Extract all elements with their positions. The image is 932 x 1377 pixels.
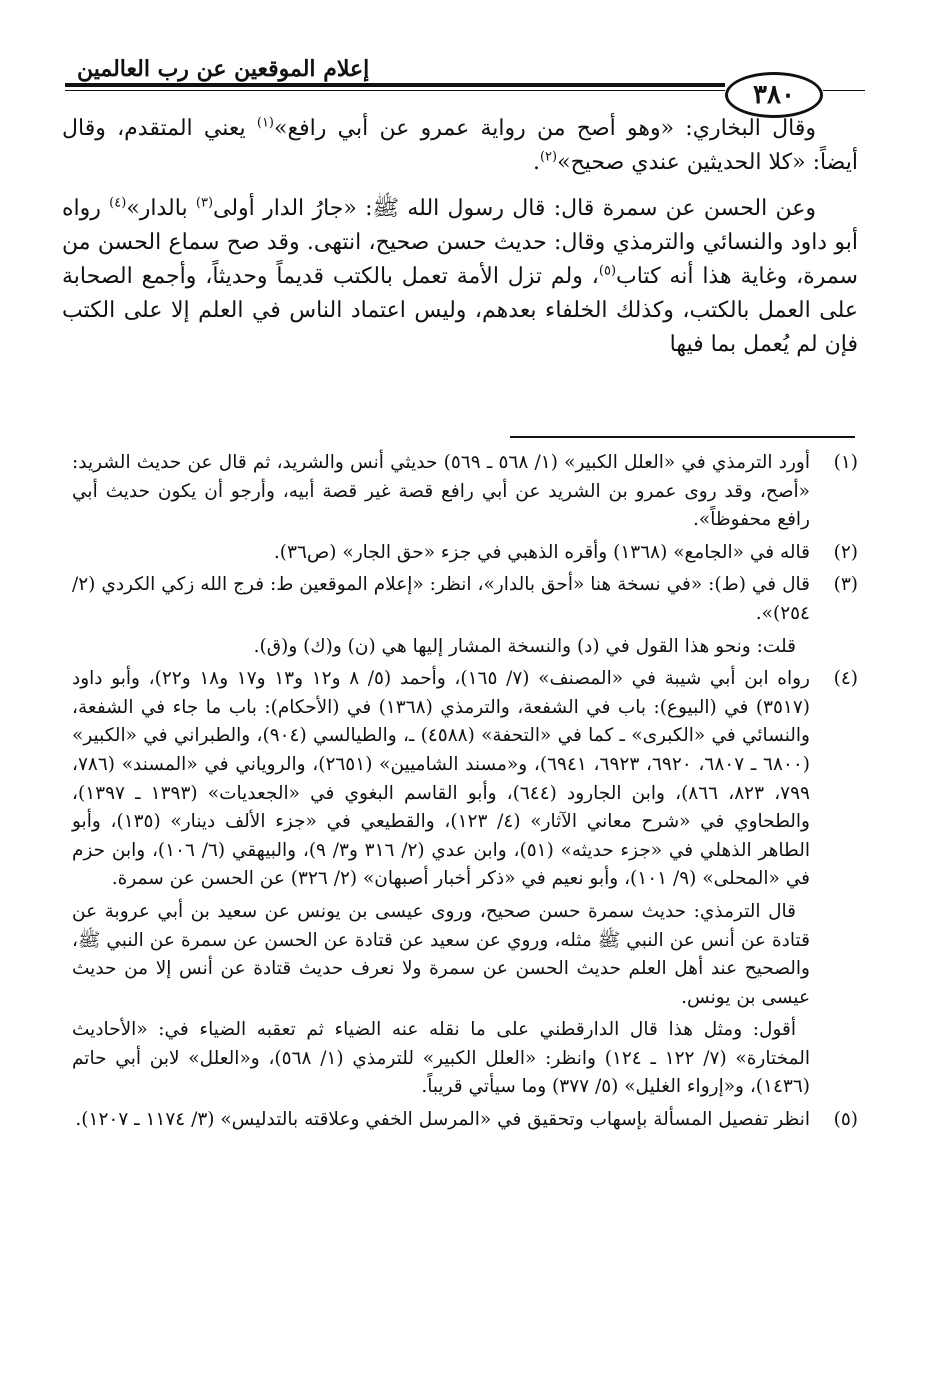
page-number: ٣٨٠	[753, 80, 795, 110]
text-run: ، ولم تزل الأمة تعمل بالكتب قديماً وحديثاً، وأجمع الصحابة على العمل بالكتب، وكذلك الخلفاء بعدهم، وليس اعتماد الناس في العلم إلا على الكتب فإن لم يُعمل بما فيها	[62, 264, 858, 357]
footnote-continuation: قال الترمذي: حديث سمرة حسن صحيح، وروى عيسى بن يونس عن سعيد بن أبي عروبة عن قتادة عن أنس عن النبي ﷺ مثله، وروي عن سعيد عن قتادة عن الحسن عن سمرة عن النبي ﷺ، والصحيح عند أهل العلم حديث الحسن عن سمرة ولا نعرف حديث قتادة عن أنس إلا من حديث عيسى بن يونس.	[72, 900, 810, 1008]
header-rule-thin	[65, 90, 725, 91]
footnote-text: قال في (ط): «في نسخة هنا «أحق بالدار»، انظر: «إعلام الموقعين ط: فرج الله زكي الكردي (٢/ ٢٥٤)».	[72, 574, 810, 624]
text-run: وقال البخاري: «وهو أصح من رواية عمرو عن أبي رافع»	[274, 116, 816, 141]
footnote-text: انظر تفصيل المسألة بإسهاب وتحقيق في «المرسل الخفي وعلاقته بالتدليس» (٣/ ١١٧٤ ـ ١٢٠٧).	[75, 1109, 810, 1131]
footnote-number: (١)	[833, 452, 858, 473]
footnote-number: (٥)	[833, 1109, 858, 1131]
footnote-continuation: أقول: ومثل هذا قال الدارقطني على ما نقله عنه الضياء ثم تعقبه الضياء في: «الأحاديث المختارة» (٧/ ١٢٢ ـ ١٢٤) وانظر: «العلل الكبير» للترمذي (١/ ٥٦٨)، و«العلل» لابن أبي حاتم (١٤٣٦)، و«إرواء الغليل» (٥/ ٣٧٧) وما سيأتي قريباً.	[72, 1019, 810, 1098]
footnote-number: (٢)	[833, 541, 858, 563]
footnote	[72, 665, 858, 894]
footnote	[72, 449, 858, 535]
footnote-text: أورد الترمذي في «العلل الكبير» (١/ ٥٦٨ ـ ٥٦٩) حديثي أنس والشريد، ثم قال عن حديث الشريد: «أصح، وقد روى عمرو بن الشريد عن أبي رافع قصة غير قصة أبيه، وأرجو أن يكون حديث أبي رافع محفوظاً».	[72, 452, 810, 531]
footnote	[72, 539, 858, 568]
text-run: رواه أبو داود والنسائي والترمذي وقال: حديث حسن صحيح، انتهى. وقد صح سماع الحسن من سمرة، وغاية هذا أنه كتاب	[62, 196, 858, 289]
footnotes	[72, 449, 858, 1139]
text-run: يعني المتقدم، وقال أيضاً: «كلا الحديثين عندي صحيح»	[62, 116, 858, 175]
footnote-marker: (٤)	[109, 195, 127, 211]
footnote-separator	[510, 436, 855, 438]
footnote-text: رواه ابن أبي شيبة في «المصنف» (٧/ ١٦٥)، وأحمد (٥/ ٨ و١٢ و١٣ و١٧ و١٨ و٢٢)، وأبو داود (٣٥١٧) في (البيوع): باب في الشفعة، والترمذي (١٣٦٨) في (الأحكام): باب ما جاء في الشفعة، والنسائي في «الكبرى» ـ كما في «التحفة» (٤٥٨٨) ـ، والطيالسي (٩٠٤)، والطبراني في «الكبير» (٦٨٠٠ ـ ٦٨٠٧، ٦٩٢٠، ٦٩٢٣، ٦٩٤١)، و«مسند الشاميين» (٢٦٥١)، والروياني في «المسند» (٧٨٦، ٧٩٩، ٨٢٣، ٨٦٦)، وابن الجارود (٦٤٤)، وأبو القاسم البغوي في «الجعديات» (١٣٩٣ ـ ١٣٩٧)، والطحاوي في «شرح معاني الآثار» (٤/ ١٢٣)، والقطيعي في «جزء الألف دينار» (١٣٥)، وأبو الطاهر الذهلي في «جزء حديثه» (٥١)، وابن عدي (٢/ ٣١٦ و٣/ ٩)، والبيهقي (٦/ ١٠٦)، وابن حزم في «المحلى» (٩/ ١٠١)، وأبو نعيم في «ذكر أخبار أصبهان» (٢/ ٣٢٦) عن الحسن عن سمرة.	[72, 668, 811, 890]
header-rule-thick	[65, 83, 725, 87]
body-paragraph	[62, 112, 858, 180]
header-rule-right	[823, 90, 865, 91]
footnote-marker: (١)	[256, 115, 274, 131]
footnote-number: (٣)	[833, 574, 858, 596]
footnote-marker: (٥)	[598, 263, 617, 279]
running-title: إعلام الموقعين عن رب العالمين	[77, 56, 370, 82]
footnote-number: (٤)	[833, 668, 858, 690]
text-run: بالدار»	[126, 196, 196, 221]
footnote-marker: (٢)	[539, 149, 558, 165]
page-header	[65, 46, 865, 110]
footnote	[72, 1106, 858, 1135]
main-text	[62, 112, 858, 368]
footnote-continuation: قلت: ونحو هذا القول في (د) والنسخة المشار إليها هي (ن) و(ك) و(ق).	[253, 635, 796, 657]
footnote-marker: (٣)	[195, 195, 214, 211]
body-paragraph	[62, 192, 858, 362]
footnote	[72, 571, 858, 628]
text-run: .	[532, 150, 540, 175]
footnote-text: قاله في «الجامع» (١٣٦٨) وأقره الذهبي في جزء «حق الجار» (ص٣٦).	[273, 541, 810, 563]
text-run: وعن الحسن عن سمرة قال: قال رسول الله ﷺ: «جارُ الدار أولى	[213, 196, 816, 221]
